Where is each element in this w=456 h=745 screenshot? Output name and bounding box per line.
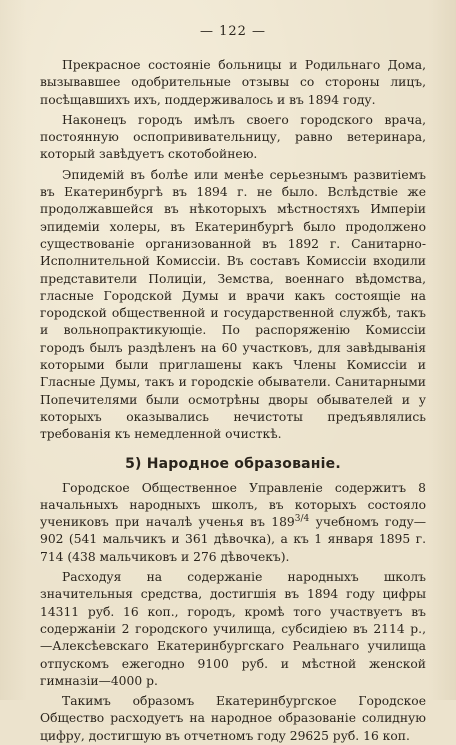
page-number: — 122 —: [199, 24, 267, 39]
schools-text-before: Городское Общественное Управленіе содержитъ 8 начальныхъ народныхъ школъ, въ которыхъ состояло учениковъ при началѣ ученья въ 189: [40, 480, 426, 530]
paragraph-epidemics: Эпидемій въ болѣе или менѣе серьезнымъ развитіемъ въ Екатеринбургѣ въ 1894 г. не было. Вслѣдствіе же продолжавшейся въ нѣкоторыхъ мѣстностяхъ Имперіи эпидеміи холеры, въ Екатеринбургѣ было продолжено существованіе организованной въ 1892 г. Санитарно-Исполнительной Комиссіи. Въ составъ Комиссіи входили представители Полиціи, Земства, военнаго вѣдомства, гласные Городской Думы и врачи какъ состоящіе на городской общественной и государственной службѣ, такъ и вольнопрактикующіе. По распоряженію Комиссіи городъ былъ раздѣленъ на 60 участковъ, для завѣдыванія которыми были приглашены какъ Члены Комиссіи и Гласные Думы, такъ и городскіе обыватели. Санитарными Попечителями были осмотрѣны дворы обывателей и у которыхъ оказывались нечистоты предъявлялись требованія къ немедленной очисткѣ.: [40, 167, 426, 442]
paragraph-hospital: Прекрасное состояніе больницы и Родильнаго Дома, вызывавшее одобрительные отзывы со стороны лицъ, посѣщавшихъ ихъ, поддерживалось и въ 1894 году.: [40, 58, 426, 107]
paragraph-schools: [40, 480, 426, 566]
paragraph-city-doctor: Наконецъ городъ имѣлъ своего городского врача, постоянную оспопрививательницу, равно ветеринара, который завѣдуетъ скотобойнею.: [40, 112, 426, 162]
paragraph-school-expenses: Расходуя на содержаніе народныхъ школъ значительныя средства, достигшія въ 1894 году цифры 14311 руб. 16 коп., городъ, кромѣ того участвуетъ въ содержаніи 2 городского училища, субсидіею въ 2114 р.,—Алексѣевскаго Екатеринбургскаго Реальнаго училища отпускомъ ежегодно 9100 руб. и мѣстной женской гимназіи—4000 р.: [40, 570, 426, 688]
school-year-fraction: 3/4: [294, 514, 310, 525]
section-heading-education: 5) Народное образованіе.: [125, 455, 341, 472]
paragraph-education-total: Такимъ образомъ Екатеринбургское Городское Общество расходуетъ на народное образованіе солидную цифру, достигшую въ отчетномъ году 29625 руб. 16 коп.: [40, 694, 426, 743]
schools-text-after: учебномъ году—902 (541 мальчикъ и 361 дѣвочка), а къ 1 января 1895 г. 714 (438 мальчиковъ и 276 дѣвочекъ).: [40, 515, 426, 564]
